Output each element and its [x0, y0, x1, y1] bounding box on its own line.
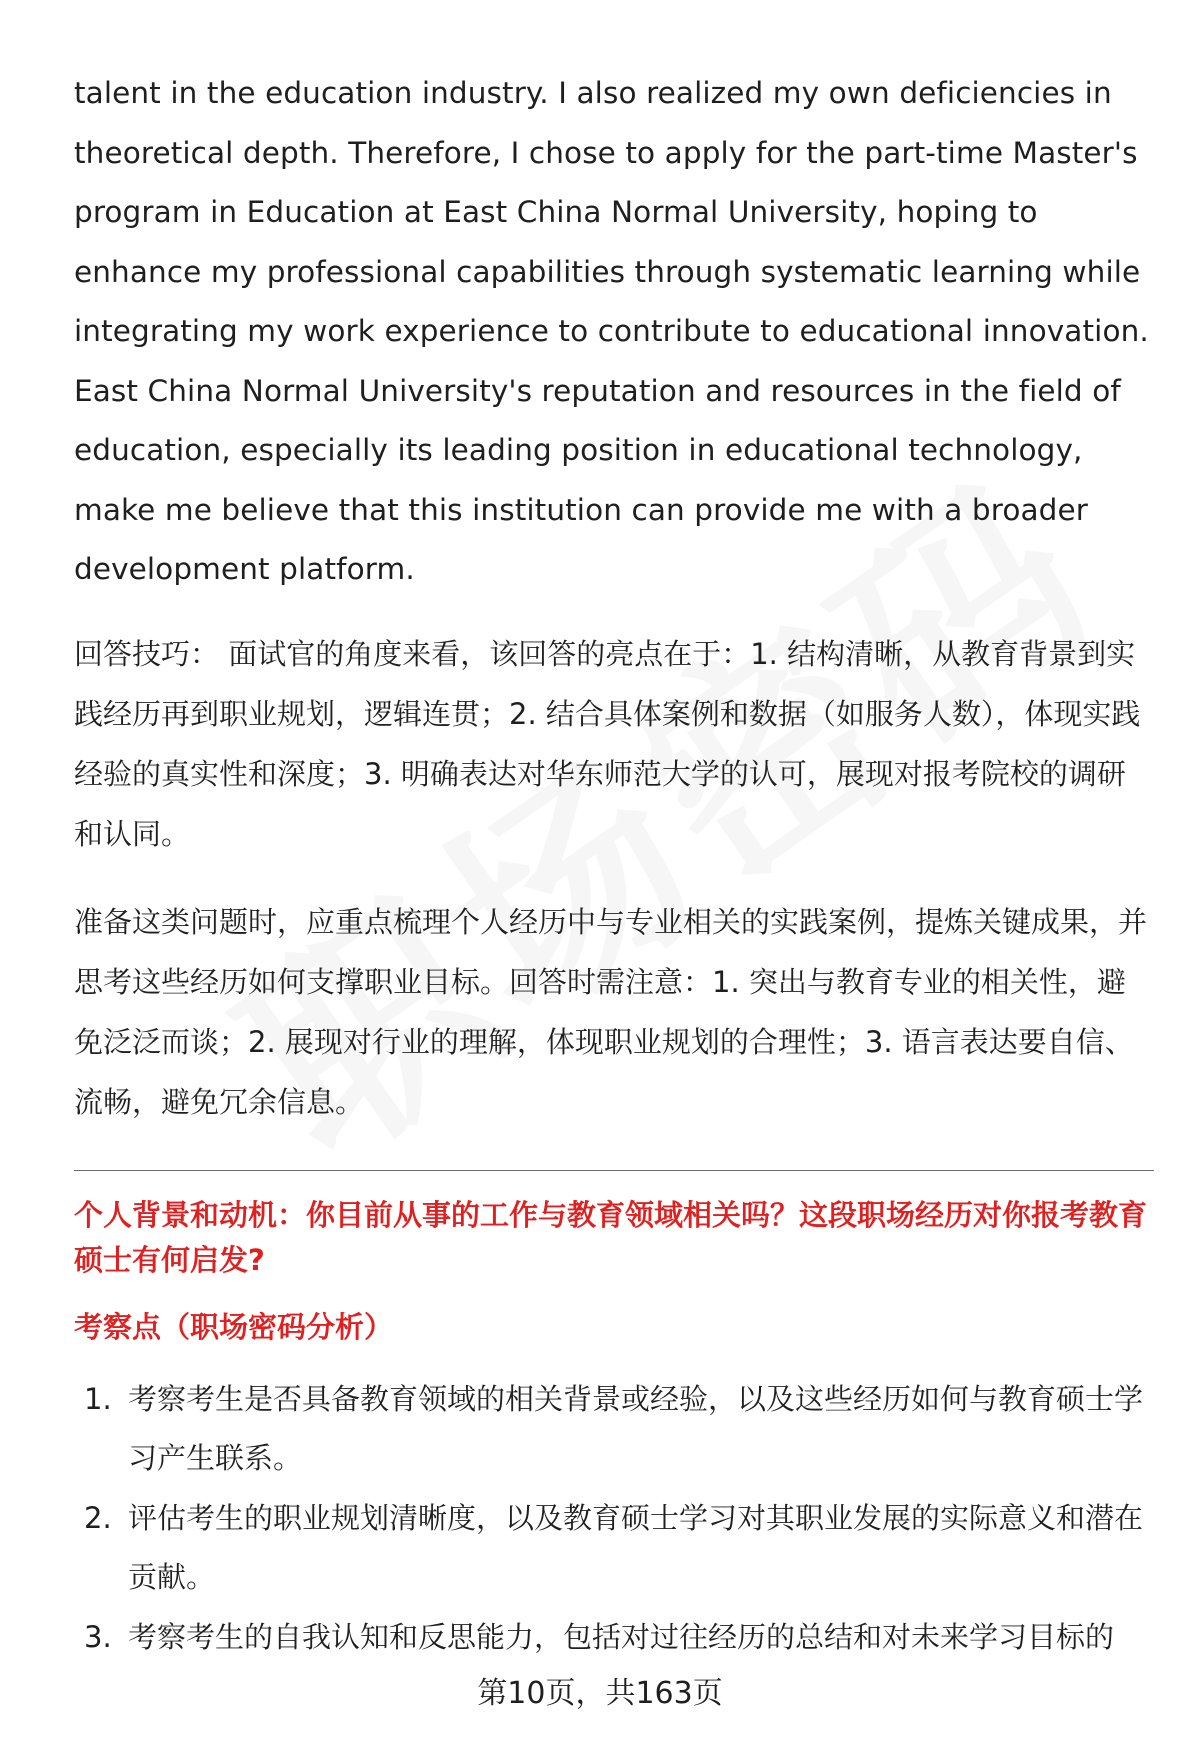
intro-paragraph: talent in the education industry. I also realized my own deficiencies in theoretical depth. Therefore, I chose to apply for the part-time Master's program in Education at East China Normal University, hoping to enhance my professional capabilities through systematic learning while integrating my work experience to contribute to educational innovation. East China Normal University's reputation and resources in the field of education, especially its leading position in educational technology, make me believe that this institution can provide me with a broader development platform. [74, 76, 1149, 586]
question-heading: 个人背景和动机：你目前从事的工作与教育领域相关吗？这段职场经历对你报考教育硕士有何启发? [74, 1197, 1148, 1277]
list-item [74, 1370, 1154, 1489]
prep-paragraph: 准备这类问题时，应重点梳理个人经历中与专业相关的实践案例，提炼关键成果，并思考这些经历如何支撑职业目标。回答时需注意：1. 突出与教育专业的相关性，避免泛泛而谈；2. 展现对行业的理解，体现职业规划的合理性；3. 语言表达要自信、流畅，避免冗余信息。 [74, 904, 1148, 1119]
tips-paragraph: 回答技巧： 面试官的角度来看，该回答的亮点在于：1. 结构清晰，从教育背景到实践经历再到职业规划，逻辑连贯；2. 结合具体案例和数据（如服务人数），体现实践经验的真实性和深度；3. 明确表达对华东师范大学的认可，展现对报考院校的调研和认同。 [74, 636, 1141, 851]
list-item [74, 1489, 1154, 1608]
analysis-heading: 考察点（职场密码分析） [74, 1309, 394, 1344]
list-item-text: 评估考生的职业规划清晰度，以及教育硕士学习对其职业发展的实际意义和潜在贡献。 [128, 1500, 1144, 1594]
list-item [74, 1608, 1154, 1668]
document-content [74, 64, 1154, 1667]
list-item-text: 考察考生是否具备教育领域的相关背景或经验，以及这些经历如何与教育硕士学习产生联系。 [128, 1381, 1144, 1475]
analysis-points-list [74, 1370, 1154, 1668]
list-item-number: 3. [84, 1619, 112, 1654]
page-number-footer: 第10页，共163页 [477, 1676, 723, 1711]
list-item-number: 2. [84, 1500, 112, 1535]
list-item-number: 1. [84, 1381, 112, 1416]
section-divider [74, 1170, 1154, 1171]
list-item-text: 考察考生的自我认知和反思能力，包括对过往经历的总结和对未来学习目标的 [128, 1619, 1115, 1654]
